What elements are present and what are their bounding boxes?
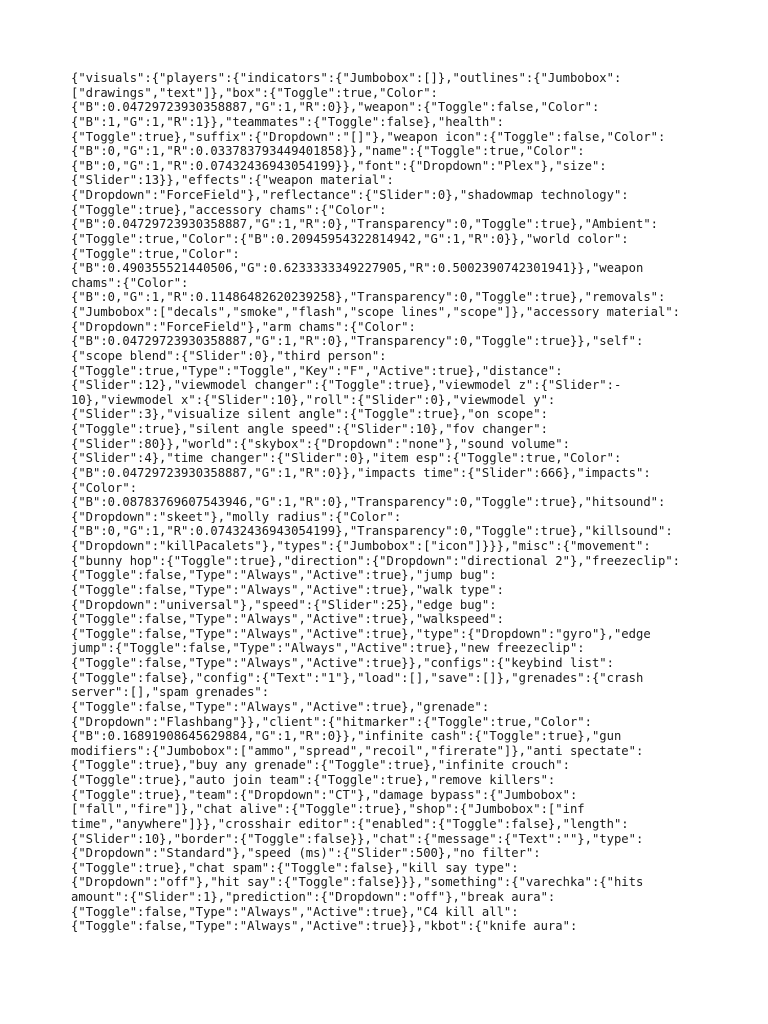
text-line: {"Toggle":true},"team":{"Dropdown":"CT"},"damage bypass":{"Jumbobox": — [71, 787, 578, 802]
text-line: {"Dropdown":"ForceField"},"reflectance":{"Slider":0},"shadowmap technology": — [71, 188, 629, 202]
text-line: {"B":0,"G":1,"R":0.033783793449401858}},"name":{"Toggle":true,"Color": — [71, 144, 585, 159]
text-line: {"Toggle":false,"Type":"Always","Active":true},"walkspeed": — [71, 612, 504, 627]
text-line: {"Toggle":true},"buy any grenade":{"Toggle":true},"infinite crouch": — [71, 758, 570, 773]
text-line: {"Dropdown":"universal"},"speed":{"Slider":25},"edge bug": — [71, 597, 497, 612]
text-line: {"B":0,"G":1,"R":0.07432436943054199},"Transparency":0,"Toggle":true},"killsound": — [71, 524, 673, 539]
text-line: {"Toggle":false,"Type":"Always","Active":true}},"kbot":{"knife aura": — [71, 919, 578, 934]
text-line: {"B":0,"G":1,"R":0.11486482620239258},"Transparency":0,"Toggle":true},"removals": — [71, 290, 666, 305]
text-line: time","anywhere"]}},"crosshair editor":{"enabled":{"Toggle":false},"length": — [71, 816, 629, 831]
text-line: {"Dropdown":"Standard"},"speed (ms)":{"Slider":500},"no filter": — [71, 846, 541, 861]
text-line: {"Toggle":false,"Type":"Always","Active":true},"grenade": — [71, 699, 490, 714]
text-line: {"Toggle":false,"Type":"Always","Active":true}},"configs":{"keybind list": — [71, 656, 614, 670]
json-text-document — [0, 71, 768, 949]
text-line: ["drawings","text"]},"box":{"Toggle":true,"Color": — [71, 85, 438, 100]
text-line: {"Dropdown":"Flashbang"}},"client":{"hitmarker":{"Toggle":true,"Color": — [71, 714, 592, 729]
text-line: {"Toggle":true},"silent angle speed":{"Slider":10},"fov changer": — [71, 422, 548, 436]
text-line: {"Slider":3},"visualize silent angle":{"Toggle":true},"on scope": — [71, 407, 548, 422]
text-line: chams":{"Color": — [71, 275, 189, 290]
text-line: {"Slider":12},"viewmodel changer":{"Toggle":true},"viewmodel z":{"Slider":- — [71, 378, 622, 393]
text-line: {"Toggle":true,"Type":"Toggle","Key":"F","Active":true},"distance": — [71, 363, 563, 378]
text-line: {"Toggle":false,"Type":"Always","Active":true},"jump bug": — [71, 568, 497, 583]
text-line: {"Slider":10},"border":{"Toggle":false}},"chat":{"message":{"Text":""},"type": — [71, 831, 644, 846]
text-line: {"Dropdown":"skeet"},"molly radius":{"Color": — [71, 509, 402, 524]
text-line: {"Toggle":true},"suffix":{"Dropdown":"[]"},"weapon icon":{"Toggle":false,"Color": — [71, 129, 666, 144]
text-line: {"Toggle":true,"Color": — [71, 246, 240, 261]
text-line: {"visuals":{"players":{"indicators":{"Jumbobox":[]},"outlines":{"Jumbobox": — [71, 71, 622, 85]
text-line: {"Slider":4},"time changer":{"Slider":0},"item esp":{"Toggle":true,"Color": — [71, 451, 622, 466]
text-line: {"B":0.16891908645629884,"G":1,"R":0}},"infinite cash":{"Toggle":true},"gun — [71, 729, 622, 744]
text-line: {"Color": — [71, 480, 138, 495]
text-line: server":[],"spam grenades": — [71, 685, 270, 700]
text-line: {"bunny hop":{"Toggle":true},"direction":{"Dropdown":"directional 2"},"freezeclip": — [71, 553, 681, 568]
text-line: {"scope blend":{"Slider":0},"third person": — [71, 348, 387, 363]
text-line: amount":{"Slider":1},"prediction":{"Dropdown":"off"},"break aura": — [71, 890, 556, 904]
text-line: {"Toggle":true},"accessory chams":{"Color": — [71, 202, 387, 217]
text-line: 10},"viewmodel x":{"Slider":10},"roll":{"Slider":0},"viewmodel y": — [71, 392, 556, 407]
text-line: {"B":0.04729723930358887,"G":1,"R":0}},"weapon":{"Toggle":false,"Color": — [71, 100, 600, 115]
text-line: {"Toggle":false,"Type":"Always","Active":true},"C4 kill all": — [71, 904, 519, 919]
text-line: {"B":0.08783769607543946,"G":1,"R":0},"Transparency":0,"Toggle":true},"hitsound": — [71, 495, 666, 510]
text-line: jump":{"Toggle":false,"Type":"Always","Active":true},"new freezeclip": — [71, 641, 585, 656]
text-line: {"Toggle":false},"config":{"Text":"1"},"load":[],"save":[]},"grenades":{"crash — [71, 670, 644, 685]
text-line: {"Dropdown":"killPacalets"},"types":{"Jumbobox":["icon"]}}},"misc":{"movement": — [71, 539, 651, 553]
text-line: ["fall","fire"]},"chat alive":{"Toggle":true},"shop":{"Jumbobox":["inf — [71, 802, 585, 817]
text-line: {"Toggle":true},"auto join team":{"Toggle":true},"remove killers": — [71, 773, 556, 787]
text-line: {"B":0.490355521440506,"G":0.6233333349227905,"R":0.5002390742301941}},"weapon — [71, 261, 644, 276]
text-line: {"Toggle":true},"chat spam":{"Toggle":false},"kill say type": — [71, 860, 519, 875]
text-line: {"Jumbobox":["decals","smoke","flash","scope lines","scope"]},"accessory material": — [71, 305, 681, 319]
text-line: {"Dropdown":"ForceField"},"arm chams":{"Color": — [71, 319, 416, 334]
text-line: {"B":0,"G":1,"R":0.07432436943054199}},"font":{"Dropdown":"Plex"},"size": — [71, 158, 607, 173]
text-line: {"B":0.04729723930358887,"G":1,"R":0}},"impacts time":{"Slider":666},"impacts": — [71, 465, 651, 480]
text-line: {"Toggle":true,"Color":{"B":0.20945954322814942,"G":1,"R":0}},"world color": — [71, 231, 629, 246]
text-line: {"Dropdown":"off"},"hit say":{"Toggle":false}}},"something":{"varechka":{"hits — [71, 875, 644, 890]
text-line: {"B":0.04729723930358887,"G":1,"R":0},"Transparency":0,"Toggle":true},"Ambient": — [71, 217, 658, 232]
text-line: {"Slider":13}},"effects":{"weapon material": — [71, 173, 394, 188]
text-line: {"Toggle":false,"Type":"Always","Active":true},"walk type": — [71, 582, 504, 597]
text-line: {"Toggle":false,"Type":"Always","Active":true},"type":{"Dropdown":"gyro"},"edge — [71, 626, 651, 641]
text-line — [0, 934, 768, 949]
text-line: {"B":1,"G":1,"R":1}},"teammates":{"Toggle":false},"health": — [71, 114, 504, 129]
text-line: modifiers":{"Jumbobox":["ammo","spread","recoil","firerate"]},"anti spectate": — [71, 743, 644, 758]
text-line: {"Slider":80}},"world":{"skybox":{"Dropdown":"none"},"sound volume": — [71, 436, 570, 451]
text-line: {"B":0.04729723930358887,"G":1,"R":0},"Transparency":0,"Toggle":true}},"self": — [71, 334, 644, 349]
